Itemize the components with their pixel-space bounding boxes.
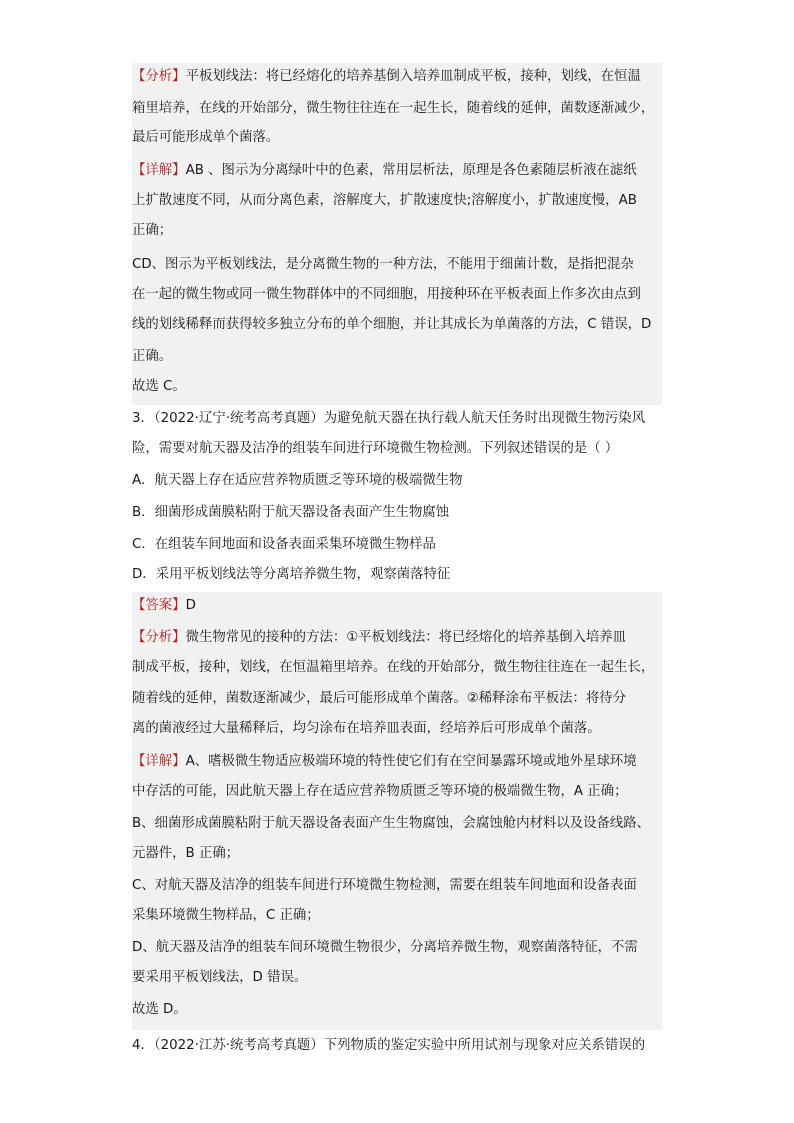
conclusion-line: 故选 C。 [132, 379, 186, 394]
question-stem-line: 险，需要对航天器及洁净的组装车间进行环境微生物检测。下列叙述错误的是（ ） [132, 441, 619, 456]
prev-question-explanation [132, 63, 662, 405]
question-4 [132, 1032, 662, 1062]
detail-tag: 【详解】 [132, 754, 186, 769]
detail-line: D、航天器及洁净的组装车间环境微生物很少，分离培养微生物，观察菌落特征，不需 [132, 940, 638, 955]
detail-line: 线的划线稀释而获得较多独立分布的单个细胞，并让其成长为单菌落的方法，C 错误，D [132, 317, 652, 332]
detail-text: AB 、图示为分离绿叶中的色素，常用层析法，原理是各色素随层析液在滤纸 [185, 163, 637, 178]
detail-line [132, 752, 637, 772]
question-3-explanation [132, 592, 662, 1030]
analysis-line: 最后可能形成单个菌落。 [132, 130, 280, 145]
analysis-tag: 【分析】 [132, 69, 186, 84]
detail-line: 采集环境微生物样品，C 正确； [132, 908, 320, 923]
question-stem-line: 4．（2022·江苏·统考高考真题）下列物质的鉴定实验中所用试剂与现象对应关系错误的 [132, 1038, 646, 1053]
detail-line [132, 161, 637, 181]
analysis-text: 平板划线法：将已经熔化的培养基倒入培养皿制成平板，接种，划线，在恒温 [185, 69, 641, 84]
analysis-line: 离的菌液经过大量稀释后，均匀涂布在培养皿表面，经培养后可形成单个菌落。 [132, 721, 601, 736]
detail-line: 中存活的可能，因此航天器上存在适应营养物质匮乏等环境的极端微生物，A 正确； [132, 784, 628, 799]
analysis-line: 制成平板，接种，划线，在恒温箱里培养。在线的开始部分，微生物往往连在一起生长， [132, 660, 655, 675]
analysis-line: 随着线的延伸，菌数逐渐减少，最后可能形成单个菌落。②稀释涂布平板法：将待分 [132, 691, 627, 706]
option-a: A．航天器上存在适应营养物质匮乏等环境的极端微生物 [132, 473, 463, 488]
detail-line: C、对航天器及洁净的组装车间进行环境微生物检测，需要在组装车间地面和设备表面 [132, 878, 637, 893]
question-3 [132, 405, 662, 590]
answer-value: D [185, 598, 196, 613]
detail-line: 上扩散速度不同，从而分离色素，溶解度大，扩散速度快;溶解度小，扩散速度慢，AB [132, 193, 637, 208]
detail-tag: 【详解】 [132, 163, 186, 178]
question-stem-line: 3．（2022·辽宁·统考高考真题）为避免航天器在执行载人航天任务时出现微生物污染风 [132, 411, 646, 426]
analysis-line: 箱里培养，在线的开始部分，微生物往往连在一起生长，随着线的延伸，菌数逐渐减少， [132, 101, 655, 116]
detail-line: 正确。 [132, 349, 173, 364]
option-d: D．采用平板划线法等分离培养微生物，观察菌落特征 [132, 567, 451, 582]
analysis-line [132, 628, 626, 648]
detail-line: CD、图示为平板划线法，是分离微生物的一种方法，不能用于细菌计数，是指把混杂 [132, 257, 634, 272]
analysis-line [132, 67, 641, 87]
analysis-text: 微生物常见的接种的方法：①平板划线法：将已经熔化的培养基倒入培养皿 [185, 630, 627, 645]
detail-line: 正确； [132, 223, 173, 238]
detail-line: 要采用平板划线法，D 错误。 [132, 970, 308, 985]
option-b: B．细菌形成菌膜粘附于航天器设备表面产生生物腐蚀 [132, 505, 450, 520]
detail-line: 在一起的微生物或同一微生物群体中的不同细胞，用接种环在平板表面上作多次由点到 [132, 287, 641, 302]
detail-line: B、细菌形成菌膜粘附于航天器设备表面产生生物腐蚀，会腐蚀舱内材料以及设备线路、 [132, 816, 651, 831]
answer-tag: 【答案】 [132, 598, 186, 613]
option-c: C．在组装车间地面和设备表面采集环境微生物样品 [132, 537, 436, 552]
detail-line: 元器件，B 正确； [132, 846, 240, 861]
conclusion-line: 故选 D。 [132, 1002, 187, 1017]
detail-text: A、嗜极微生物适应极端环境的特性使它们有在空间暴露环境或地外星球环境 [185, 754, 637, 769]
analysis-tag: 【分析】 [132, 630, 186, 645]
answer-line [132, 596, 196, 616]
